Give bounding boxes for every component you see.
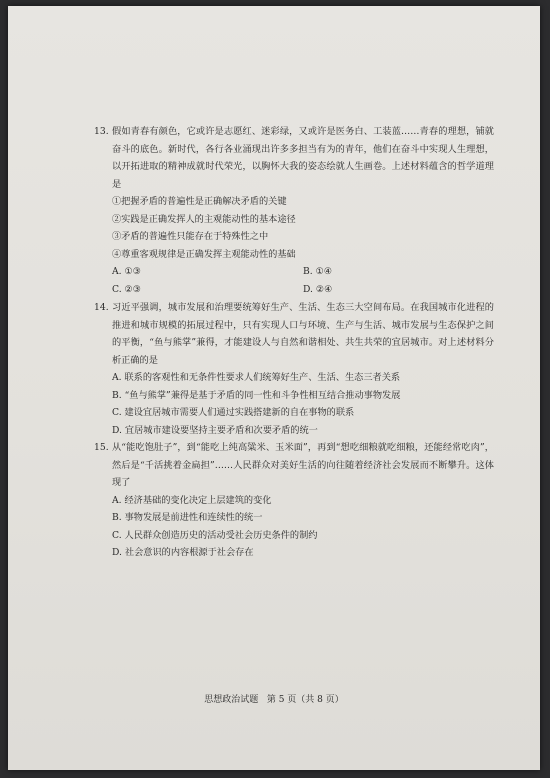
option-b: B. 事物发展是前进性和连续性的统一: [112, 512, 263, 523]
question-stem: 从“能吃饱肚子”，到“能吃上纯高粱米、玉米面”，再到“想吃细粮就吃细粮，还能经常吃肉”，然后是“千活挑着金扁担”……人民群众对美好生活的向往随着经济社会发展而不断攀升。这体现了: [112, 442, 494, 488]
exam-page: [8, 6, 540, 770]
question-number: 14.: [94, 302, 109, 313]
option-c: C. ②③: [112, 283, 142, 295]
option-d: D. ②④: [303, 283, 333, 295]
question-13: [94, 123, 494, 298]
question-14: [94, 299, 494, 439]
page-footer: [8, 692, 540, 705]
statement-item: ③矛盾的普遍性只能存在于特殊性之中: [112, 231, 269, 242]
statement-item: ④尊重客观规律是正确发挥主观能动性的基础: [112, 248, 296, 260]
statement-item: ②实践是正确发挥人的主观能动性的基本途径: [112, 213, 296, 225]
question-stem: 习近平强调，城市发展和治理要统筹好生产、生活、生态三大空间布局。在我国城市化进程的推进和城市规模的拓展过程中，只有实现人口与环境、生产与生活、城市发展与生态保护之间的平衡，“鱼与熊掌”兼得，才能建设人与自然和谐相处、共生共荣的宜居城市。对上述材料分析正确的是: [112, 302, 494, 366]
option-b: B. “鱼与熊掌”兼得是基于矛盾的同一性和斗争性相互结合推动事物发展: [112, 389, 401, 401]
option-row: [94, 263, 494, 281]
option-d: D. 宜居城市建设要坚持主要矛盾和次要矛盾的统一: [112, 424, 318, 436]
footer-page-number: 第 5 页（共 8 页）: [266, 695, 344, 705]
statement-item: ①把握矛盾的普遍性是正确解决矛盾的关键: [112, 196, 287, 207]
option-b: B. ①④: [303, 266, 333, 277]
option-a: A. 经济基础的变化决定上层建筑的变化: [112, 494, 272, 506]
question-stem: 假如青春有颜色，它或许是志愿红、迷彩绿，又或许是医务白、工装蓝……青春的理想，铺就奋斗的底色。新时代，各行各业涌现出许多多担当有为的青年，他们在奋斗中实现人生理想，以开拓进取的精神成就时代荣光，以胸怀大我的姿态绘就人生画卷。上述材料蕴含的哲学道理是: [112, 126, 494, 190]
question-15: [94, 439, 494, 562]
question-number: 15.: [94, 442, 109, 453]
option-a: A. 联系的客观性和无条件性要求人们统筹好生产、生活、生态三者关系: [112, 372, 401, 383]
option-row: [94, 281, 494, 299]
option-d: D. 社会意识的内容根源于社会存在: [112, 547, 254, 558]
option-c: C. 人民群众创造历史的活动受社会历史条件的制约: [112, 529, 318, 541]
option-a: A. ①③: [112, 266, 141, 277]
footer-subject: 思想政治试题: [204, 695, 259, 705]
question-number: 13.: [94, 126, 109, 137]
option-c: C. 建设宜居城市需要人们通过实践搭建新的自在事物的联系: [112, 407, 355, 418]
